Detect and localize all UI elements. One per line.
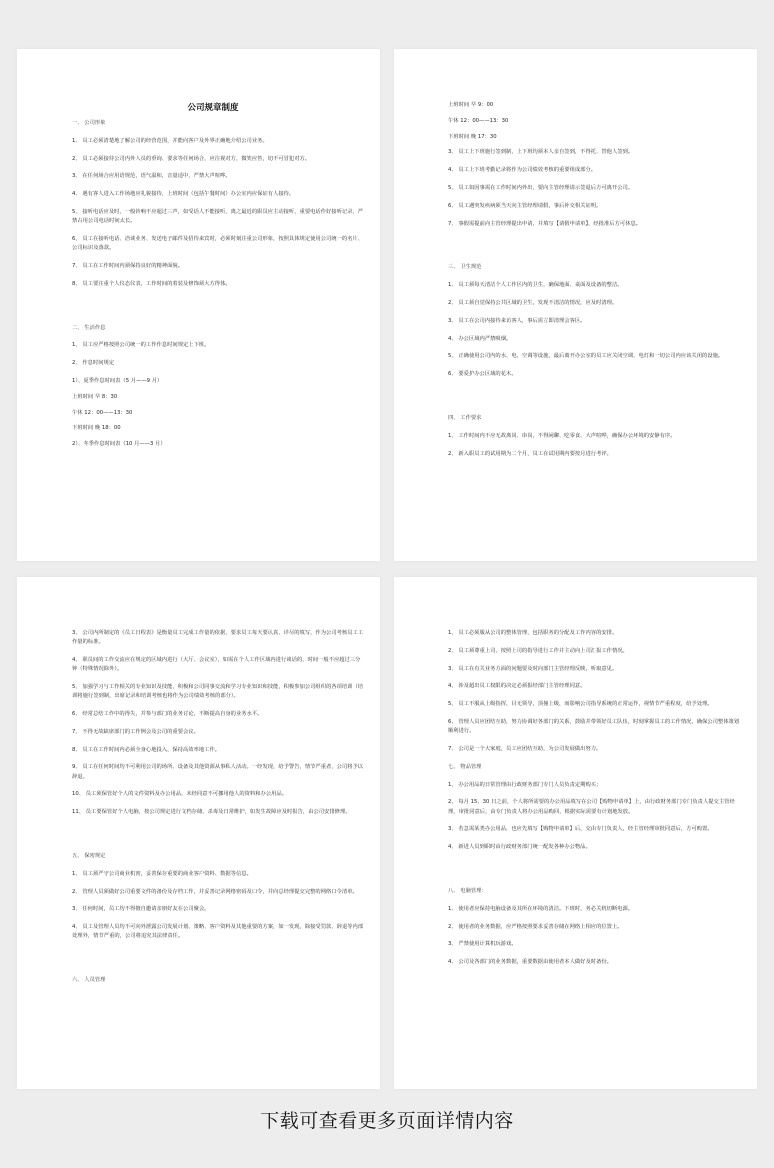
rule-paragraph: 4、 员工及管理人员均不可向外泄露公司发展计划、策略、客户资料及其他重要的方案，如一发现，除接受罚款、辞退等内部处理外，情节严重的，公司将追究其法律责任。 bbox=[72, 924, 364, 940]
rule-paragraph: 10、 员工须保管好个人的文件资料及办公用品，未经同意不可挪用他人的资料和办公用品。 bbox=[72, 791, 288, 798]
rule-paragraph: 6、 员工遇突发疾病须当天向主管经理请假，事后补交相关证明。 bbox=[448, 202, 602, 209]
rule-paragraph: 4、 公司及各部门的业务数据，重要数据由使用者本人做好及时备份。 bbox=[448, 959, 612, 966]
page-1-content bbox=[72, 119, 364, 449]
section-heading: 六、 人员管理 bbox=[72, 977, 106, 984]
page-4-content bbox=[448, 629, 741, 967]
document-title: 公司规章制度 bbox=[187, 103, 239, 113]
rule-paragraph: 6、 要爱护办公区域的花木。 bbox=[448, 371, 517, 378]
rule-paragraph: 1、 员工必须清楚地了解公司的经营范围，并能向客户及外界正确地介绍公司业务。 bbox=[72, 137, 268, 144]
rule-paragraph: 3、 员工在有关业务方面的问题要及时向部门主管经理反映，听取意见。 bbox=[448, 665, 618, 672]
section-heading: 八、 电脑管理： bbox=[448, 887, 487, 894]
schedule-line: 2）、冬季作息时间表（10 月——3 月） bbox=[72, 441, 166, 448]
rule-paragraph: 7、 事假需提前向主管经理提出申请，并填写【请假申请单】，经批准后方可休息。 bbox=[448, 220, 642, 227]
rule-paragraph: 7、 不得无故缺席部门的工作例会及公司的重要会议。 bbox=[72, 728, 199, 735]
rule-paragraph: 3、 严禁使用计算机玩游戏。 bbox=[448, 941, 517, 948]
rule-paragraph: 5、 正确使用公司内的水、电、空调等设施，最后离开办公室的员工应关闭空调、电灯和一切公司内应该关闭的设施。 bbox=[448, 353, 724, 360]
rule-paragraph: 5、 员工如因事需在工作时间内外出，要向主管经理请示签退后方可离开公司。 bbox=[448, 184, 634, 191]
rule-paragraph: 11、 员工要保管好个人电脑，按公司规定进行文档存储、杀毒及日常维护，如发生故障应及时报告，由公司安排修理。 bbox=[72, 809, 351, 816]
rule-paragraph: 1、 员工必须服从公司的整体管理，包括职务的分配及工作内容的安排。 bbox=[448, 630, 618, 636]
section-heading: 二、 生活作息 bbox=[72, 324, 106, 331]
section-heading: 一、 公司形象 bbox=[72, 120, 106, 126]
section-spacer bbox=[448, 861, 741, 887]
rule-paragraph: 3、 员工在公司内接待来访客人，事后需立即清理会客区。 bbox=[448, 317, 586, 324]
section-spacer bbox=[72, 298, 364, 324]
rule-paragraph: 9、 员工在任何时间均不可利用公司的场所、设备及其他资源从事私人活动。一经发现，给予警告，情节严重者，公司将予以辞退。 bbox=[72, 764, 364, 780]
rule-paragraph: 6、 经常总结工作中的得失，并参与部门的业务讨论，不断提高自身的业务水平。 bbox=[72, 711, 263, 717]
rule-paragraph: 5、 加强学习与工作相关的专业知识及技能，积极和公司同事交流和学习专业知识和技能，积极参加公司组织的各项培训（培训将施行签到制，出席记录和培训考核也将作为公司绩效考核的部分）。 bbox=[72, 684, 364, 700]
rule-paragraph: 6、 员工在接听电话、洽谈业务、发送电子邮件及招待来宾时，必须时刻注重公司形象，按照具体规定使用公司统一的名片、公司标识及落款。 bbox=[72, 235, 364, 252]
document-page-3 bbox=[17, 577, 380, 1089]
rule-paragraph: 4、 遇有客人进入工作场地应礼貌接待，上班时间（包括午餐时间）办公室内应保证有人接待。 bbox=[72, 191, 295, 198]
rule-paragraph: 8、 员工在工作时间内必须全身心地投入，保持高效率地工作。 bbox=[72, 746, 221, 753]
rule-paragraph: 4、 涉及超出员工权限的决定必须报经部门主管经理同意。 bbox=[448, 683, 586, 690]
page-2-content bbox=[448, 101, 741, 459]
document-page-1 bbox=[17, 49, 380, 561]
section-heading: 七、 物品管理 bbox=[448, 763, 482, 770]
section-spacer bbox=[72, 950, 364, 976]
page-3-content bbox=[72, 629, 364, 985]
rule-paragraph: 1、 使用者应保持电脑设备及其所在环境的清洁。下班时，务必关机切断电源。 bbox=[448, 905, 634, 912]
schedule-line: 下班时间 晚 18：00 bbox=[72, 425, 121, 432]
schedule-line: 上班时间 早 9：00 bbox=[448, 102, 494, 108]
section-spacer bbox=[448, 237, 741, 263]
section-spacer bbox=[448, 388, 741, 414]
rule-paragraph: 1、 员工应严格按照公司统一的工作作息时间规定上下班。 bbox=[72, 342, 210, 349]
rule-paragraph: 5、 员工不服从上级指挥，目无领导，顶撞上级，而影响公司指导系统的正常运作，视情节严重程度，给予处理。 bbox=[448, 701, 713, 708]
rule-paragraph: 4、 办公区域内严禁吸烟。 bbox=[448, 335, 512, 342]
rule-paragraph: 8、 员工要注重个人仪态仪表，工作时间的着装及修饰须大方得体。 bbox=[72, 280, 231, 287]
schedule-line: 上班时间 早 8：30 bbox=[72, 393, 118, 400]
rule-paragraph: 7、 公司是一个大家庭，员工应团结互助，为公司发展做出努力。 bbox=[448, 745, 602, 752]
rule-paragraph: 3、 在任何场合应用语规范，语气温和，音量适中，严禁大声喧哗。 bbox=[72, 173, 231, 180]
rule-paragraph: 2、 管理人员须做好公司重要文件的备份及存档工作，并妥善记录网络密码及口令，并向总经理提交完整的网络口令清单。 bbox=[72, 888, 358, 895]
rule-paragraph: 2、 使用者的业务数据，应严格按照要求妥善存储在网络上相应的位置上。 bbox=[448, 923, 623, 930]
rule-paragraph: 3、 员工上下班施行签到制，上下班均须本人亲自签到，不得托、替他人签到。 bbox=[448, 149, 634, 156]
rule-paragraph: 2、 员工须自觉保持公共区域的卫生，发现不清洁的情况，应及时清理。 bbox=[448, 299, 618, 306]
rule-paragraph: 1、 员工须每天清洁个人工作区内的卫生，确保地面、桌面及设备的整洁。 bbox=[448, 282, 623, 289]
rule-paragraph: 1、 办公用品的日常管理由行政财务部门专门人员负责定期购买； bbox=[448, 781, 602, 788]
rule-paragraph: 4、 新进人员到职时由行政财务部门统一配发各种办公物品。 bbox=[448, 844, 591, 851]
document-page-4 bbox=[394, 577, 757, 1089]
rule-paragraph: 4、 职员间的工作交流应在规定的区域内进行（大厅、会议室），如需在个人工作区域内进行谈话的，时间一般不应超过三分钟（特殊情况除外）。 bbox=[72, 657, 361, 673]
schedule-line: 1）、夏季作息时间表（5 月——9 月） bbox=[72, 377, 163, 384]
rule-paragraph: 2、 作息时间规定 bbox=[72, 360, 115, 367]
rule-paragraph: 1、 员工须严守公司商业机密，妥善保存重要的商业客户资料、数据等信息。 bbox=[72, 870, 252, 877]
rule-paragraph: 3、 公司内所制定的《员工日程表》是衡量员工完成工作量的依据，要求员工每天要认真、详尽的填写，作为公司考核员工工作量的标准。 bbox=[72, 630, 364, 646]
document-page-2 bbox=[394, 49, 757, 561]
rule-paragraph: 5、 接听电话应及时，一般铃响不应超过三声，如受话人不能接听，离之最近的职员应主动接听，重要电话作好接听记录，严禁占用公司电话时间太长。 bbox=[72, 208, 364, 225]
schedule-line: 午休 12：00——13：30 bbox=[72, 409, 133, 416]
rule-paragraph: 6、 管理人员应团结互助，努力协调好各部门的关系，鼓励并带领好员工队伍，时刻掌握员工的工作情况，确保公司整体策划顺利进行。 bbox=[448, 718, 740, 735]
schedule-line: 下班时间 晚 17：30 bbox=[448, 133, 497, 140]
download-caption[interactable]: 下载可查看更多页面详情内容 bbox=[260, 1110, 514, 1132]
schedule-line: 午休 12：00——13：30 bbox=[448, 117, 509, 124]
section-heading: 五、 保密规定 bbox=[72, 852, 106, 859]
rule-paragraph: 4、 员工上下班考勤记录将作为公司绩效考核的重要组成部分。 bbox=[448, 167, 597, 174]
rule-paragraph: 2、 每月 15、30 日之前，个人将所需要的办公用品填写在公司【购物申请单】上，由行政财务部门专门负责人提交主管经理，审批同意后，由专门负责人将办公用品购回，根据实际需要有计划地发放。 bbox=[448, 799, 735, 815]
rule-paragraph: 2、 员工须尊重上司，按照上司的指导进行工作并主动向上司汇报工作情况。 bbox=[448, 647, 628, 654]
rule-paragraph: 2、 新入职员工的试用期为二个月，员工在试用期内要按月进行考评。 bbox=[448, 450, 612, 457]
section-heading: 三、 卫生规范 bbox=[448, 264, 482, 271]
rule-paragraph: 1、 工作时间内不应无故离岗、串岗，不得闲聊、吃零食、大声喧哗，确保办公环境的安静有序。 bbox=[448, 432, 676, 439]
section-spacer bbox=[72, 826, 364, 852]
rule-paragraph: 7、 员工在工作时间内须保持良好的精神面貌。 bbox=[72, 262, 183, 269]
section-heading: 四、 工作要求 bbox=[448, 414, 482, 421]
rule-paragraph: 3、 若急需某类办公用品，也应先填写【购物申请单】后，交由专门负责人，经主管经理审批同意后，方可购置。 bbox=[448, 826, 713, 833]
rule-paragraph: 3、 任何时间，员工均不得擅自邀请亲朋好友在公司聚会。 bbox=[72, 906, 210, 913]
rule-paragraph: 2、 员工必须接待公司内外人员的垂询、要求等任何场合，应注视对方，微笑应答，切不可冒犯对方。 bbox=[72, 155, 311, 162]
